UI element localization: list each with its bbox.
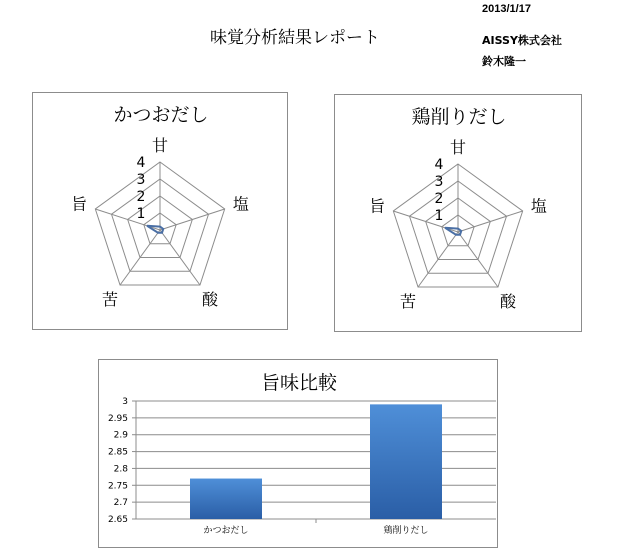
bar-chart-umami[interactable] [98, 359, 498, 548]
radar-chart-tori-canvas [335, 95, 583, 333]
bar-y-tick-label: 2.7 [113, 498, 128, 509]
radar-tick-label: 2 [434, 191, 444, 207]
bar-y-tick-label: 2.95 [107, 413, 128, 424]
radar-grid [393, 164, 522, 287]
radar-tick-label: 3 [136, 172, 146, 188]
radar-tick-label: 2 [136, 189, 146, 205]
bar-y-tick-label: 2.85 [107, 447, 128, 458]
bar-y-tick-label: 3 [122, 397, 128, 407]
bar-y-tick-label: 2.9 [113, 430, 128, 441]
radar-chart-katsuo-title: かつおだし [113, 104, 209, 126]
radar-axis-label: 甘 [151, 136, 169, 155]
radar-tick-label: 4 [434, 157, 444, 173]
bar [370, 404, 442, 519]
bar-chart-umami-canvas [99, 360, 499, 549]
radar-axis-label: 苦 [102, 289, 119, 309]
radar-chart-tori[interactable] [334, 94, 582, 332]
radar-axis-label: 旨 [369, 196, 386, 216]
bar-chart-title: 旨味比較 [260, 372, 338, 394]
report-date: 2013/1/17 [482, 3, 531, 15]
bar-x-tick-label: かつおだし [203, 526, 249, 536]
radar-axis-label: 酸 [499, 291, 516, 311]
bar-y-tick-label: 2.75 [107, 481, 128, 492]
radar-chart-tori-title: 鶏削りだし [411, 106, 507, 128]
bar [190, 479, 262, 519]
radar-grid [95, 162, 224, 285]
radar-axis-label: 酸 [201, 289, 218, 309]
radar-tick-label: 1 [136, 206, 146, 222]
radar-axis-label: 塩 [232, 194, 249, 214]
radar-axis-label: 苦 [400, 291, 417, 311]
company-name: AISSY株式会社 [482, 34, 562, 47]
radar-axis-label: 塩 [530, 196, 547, 216]
report-title: 味覚分析結果レポート [210, 28, 380, 48]
radar-tick-label: 3 [434, 174, 444, 190]
radar-tick-label: 4 [136, 155, 146, 171]
bar-y-tick-label: 2.8 [113, 464, 128, 475]
author-name: 鈴木隆一 [482, 55, 526, 68]
radar-axis-label: 旨 [71, 194, 88, 214]
radar-chart-katsuo[interactable] [32, 92, 288, 330]
radar-tick-label: 1 [434, 208, 444, 224]
radar-chart-katsuo-canvas [33, 93, 289, 331]
bar-y-tick-label: 2.65 [107, 515, 128, 525]
bar-x-tick-label: 鶏削りだし [383, 526, 429, 536]
radar-axis-label: 甘 [449, 138, 467, 157]
